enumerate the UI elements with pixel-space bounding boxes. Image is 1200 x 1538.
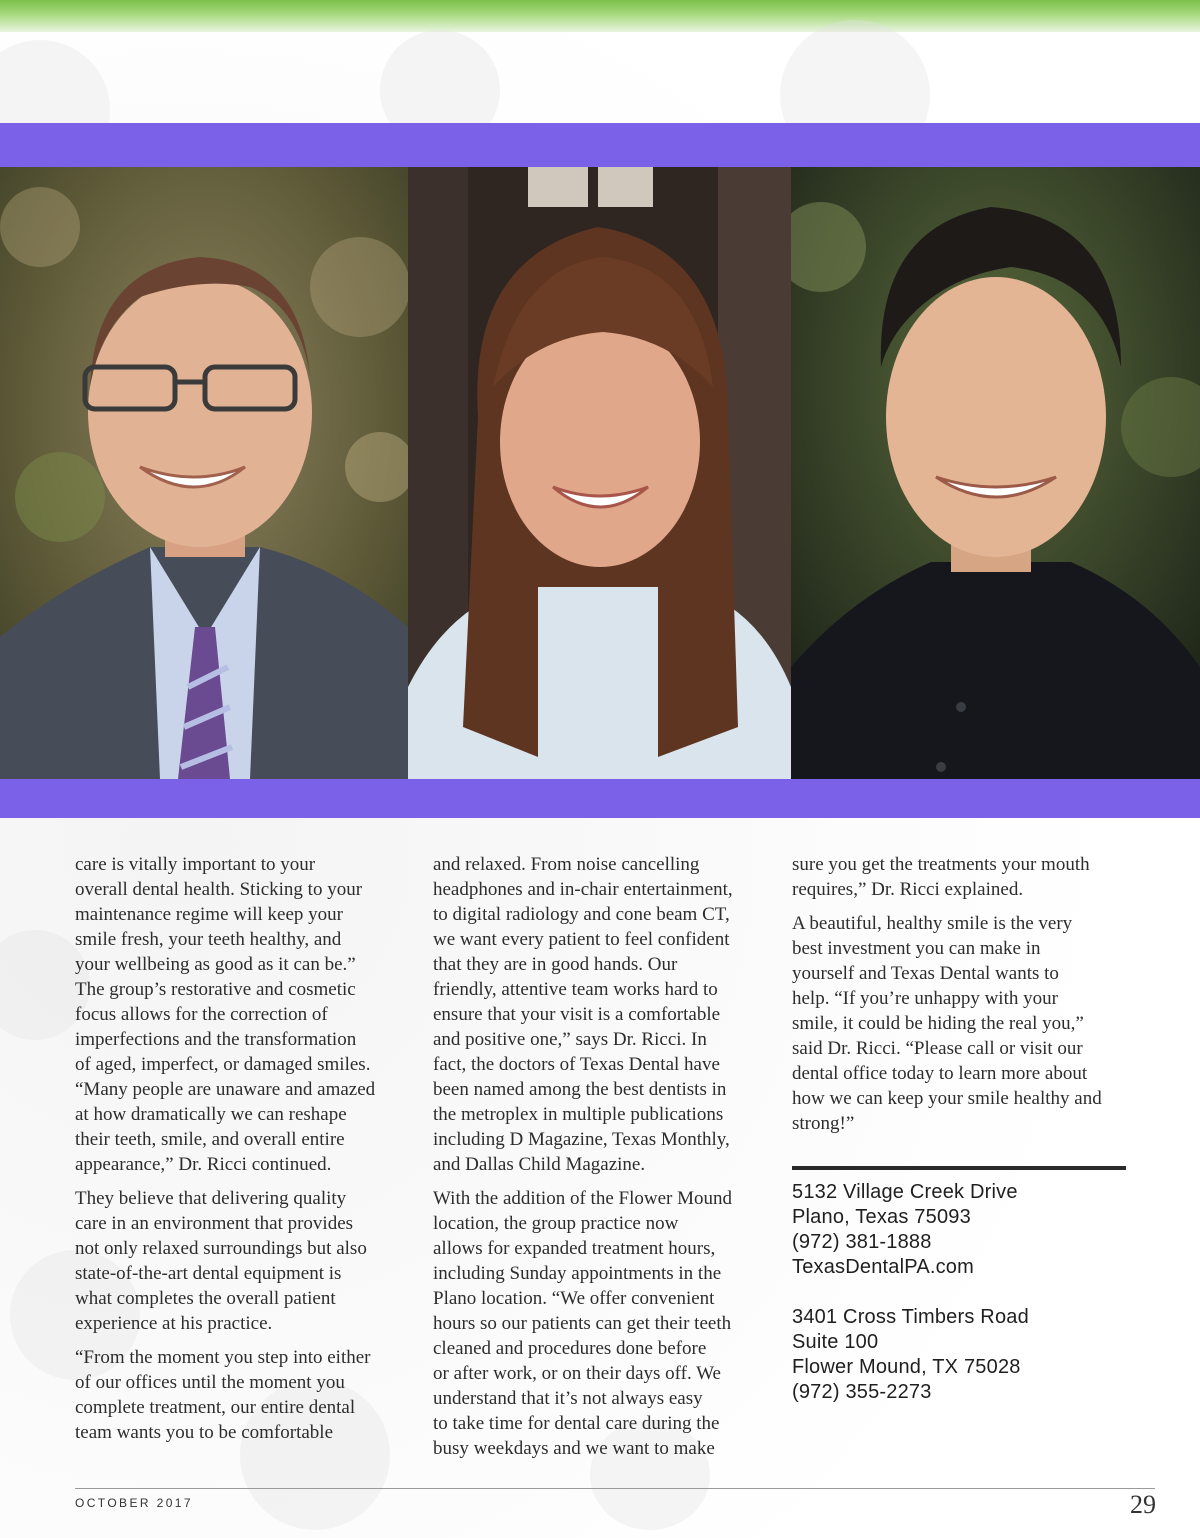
- purple-band-bottom: [0, 779, 1200, 818]
- location-phone[interactable]: (972) 355-2273: [792, 1381, 932, 1403]
- article-column-3: [792, 852, 1132, 1145]
- location-phone[interactable]: (972) 381-1888: [792, 1231, 932, 1253]
- article-column-1: [75, 852, 410, 1454]
- website-link[interactable]: TexasDentalPA.com: [792, 1256, 974, 1278]
- paragraph: care is vitally important to your overall dental health. Sticking to your maintenance regime will keep your smile fresh, your teeth healthy, and your wellbeing as good as it can be.” The group’s restorative and cosmetic focus allows for the correction of imperfections and the transformation of aged, imperfect, or damaged smiles. “Many people are unaware and amazed at how dramatically we can reshape their teeth, smile, and overall entire appearance,” Dr. Ricci continued.: [75, 854, 376, 1175]
- portrait-photo-man-in-dark-shirt: [791, 167, 1200, 779]
- footer-rule: [75, 1488, 1155, 1489]
- paragraph: sure you get the treatments your mouth requires,” Dr. Ricci explained.: [792, 854, 1090, 900]
- paragraph: and relaxed. From noise cancelling headphones and in-chair entertainment, to digital radiology and cone beam CT, we want every patient to feel confident that they are in good hands. Our friendly, attentive team works hard to ensure that your visit is a comfortable and positive one,” says Dr. Ricci. In fact, the doctors of Texas Dental have been named among the best dentists in the metroplex in multiple publications including D Magazine, Texas Monthly, and Dallas Child Magazine.: [433, 854, 733, 1175]
- page-number: 29: [1130, 1490, 1156, 1519]
- purple-band-top: [0, 123, 1200, 167]
- paragraph: A beautiful, healthy smile is the very best investment you can make in yourself and Texas Dental wants to help. “If you’re unhappy with your smile, it could be hiding the real you,” said Dr. Ricci. “Please call or visit our dental office today to learn more about how we can keep your smile healthy and strong!”: [792, 913, 1102, 1134]
- paragraph: They believe that delivering quality care in an environment that provides not only relaxed surroundings but also state-of-the-art dental equipment is what completes the overall patient experience at his practice.: [75, 1188, 367, 1334]
- paragraph: “From the moment you step into either of our offices until the moment you complete treatment, our entire dental team wants you to be comfortable: [75, 1347, 371, 1443]
- top-green-band: [0, 0, 1200, 32]
- portrait-photo-man-in-suit: [0, 167, 408, 779]
- location-city: Flower Mound, TX 75028: [792, 1356, 1021, 1378]
- location-suite: Suite 100: [792, 1331, 879, 1353]
- location-plano: [792, 1180, 1132, 1280]
- address-divider: [792, 1166, 1126, 1170]
- portrait-photo-woman: [408, 167, 791, 779]
- paragraph: With the addition of the Flower Mound location, the group practice now allows for expanded treatment hours, including Sunday appointments in the Plano location. “We offer convenient hours so our patients can get their teeth cleaned and procedures done before or after work, or on their days off. We understand that it’s not always easy to take time for dental care during the busy weekdays and we want to make: [433, 1188, 732, 1459]
- location-flower-mound: [792, 1305, 1132, 1405]
- article-column-2: [433, 852, 773, 1470]
- location-street: 5132 Village Creek Drive: [792, 1181, 1018, 1203]
- location-street: 3401 Cross Timbers Road: [792, 1306, 1029, 1328]
- issue-date: OCTOBER 2017: [75, 1496, 193, 1510]
- location-city: Plano, Texas 75093: [792, 1206, 971, 1228]
